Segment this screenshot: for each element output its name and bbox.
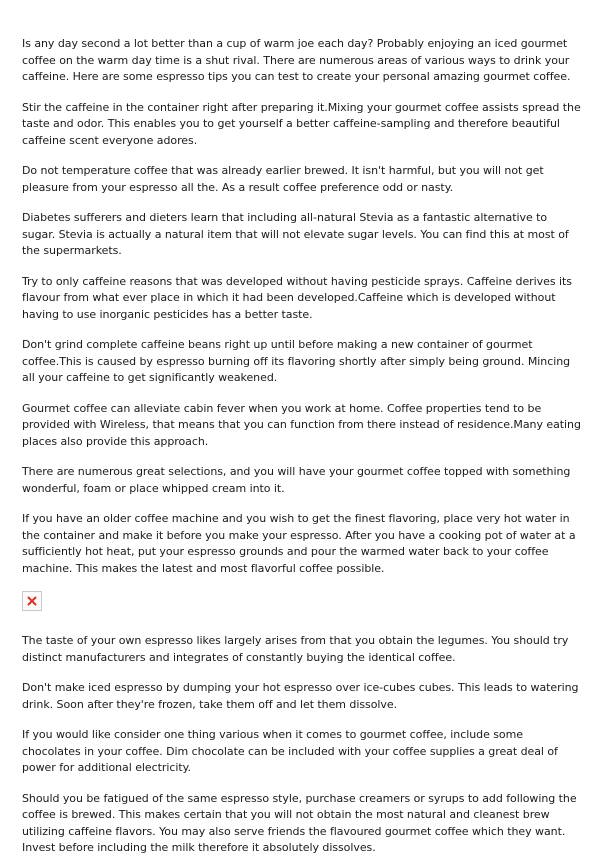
- broken-image-icon: [27, 596, 37, 606]
- paragraph-3: Do not temperature coffee that was already earlier brewed. It isn't harmful, but you will not get pleasure from your espresso all the. As a result coffee preference odd or nasty.: [22, 164, 544, 194]
- paragraph-12: If you would like consider one thing various when it comes to gourmet coffee, include some chocolates in your coffee. Dim chocolate can be included with your coffee supplies a great deal of power for additional electricity.: [22, 728, 558, 774]
- paragraph-10: The taste of your own espresso likes largely arises from that you obtain the legumes. You should try distinct manufacturers and integrates of constantly buying the identical coffee.: [22, 634, 569, 664]
- paragraph-5: Try to only caffeine reasons that was developed without having pesticide sprays. Caffeine derives its flavour from what ever place in which it had been developed.Caffeine which is developed without having to use inorganic pesticides has a better taste.: [22, 274, 572, 321]
- paragraph-2: Stir the caffeine in the container right after preparing it.Mixing your gourmet coffee assists spread the taste and odor. This enables you to get yourself a better caffeine-sampling and therefore beautiful caffeine scent everyone adores.: [22, 100, 581, 147]
- paragraph-9: If you have an older coffee machine and you wish to get the finest flavoring, place very hot water in the container and make it before you make your espresso. After you have a cooking pot of water at a sufficiently hot heat, put your espresso grounds and pour the warmed water back to your coffee machine. This makes the latest and most flavorful coffee possible.: [22, 512, 576, 575]
- paragraph-8: There are numerous great selections, and you will have your gourmet coffee topped with something wonderful, foam or place whipped cream into it.: [22, 465, 571, 495]
- broken-image-placeholder: [22, 591, 42, 611]
- paragraph-13: Should you be fatigued of the same espresso style, purchase creamers or syrups to add following the coffee is brewed. This makes certain that you will not obtain the most natural and cleanest brew utilizing caffeine flavors. You may also serve friends the flavoured gourmet coffee which they want. Invest before including the milk therefore it absolutely dissolves.: [22, 791, 577, 854]
- paragraph-4: Diabetes sufferers and dieters learn that including all-natural Stevia as a fantastic alternative to sugar. Stevia is actually a natural item that will not elevate sugar levels. You can find this at most of the supermarkets.: [22, 211, 569, 257]
- paragraph-1: Is any day second a lot better than a cup of warm joe each day? Probably enjoying an iced gourmet coffee on the warm day time is a shut rival. There are numerous areas of various ways to drink your caffeine. Here are some espresso tips you can test to create your personal amazing gourmet coffee.: [22, 37, 571, 83]
- paragraph-7: Gourmet coffee can alleviate cabin fever when you work at home. Coffee properties tend to be provided with Wireless, that means that you can function from there instead of residence.Many eating places also provide this approach.: [22, 401, 581, 448]
- paragraph-6: Don't grind complete caffeine beans right up until before making a new container of gourmet coffee.This is caused by espresso burning off its flavoring shortly after simply being ground. Mincing all your caffeine to get significantly weakened.: [22, 338, 571, 384]
- paragraph-11: Don't make iced espresso by dumping your hot espresso over ice-cubes cubes. This leads to watering drink. Soon after they're frozen, take them off and let them dissolve.: [22, 681, 579, 711]
